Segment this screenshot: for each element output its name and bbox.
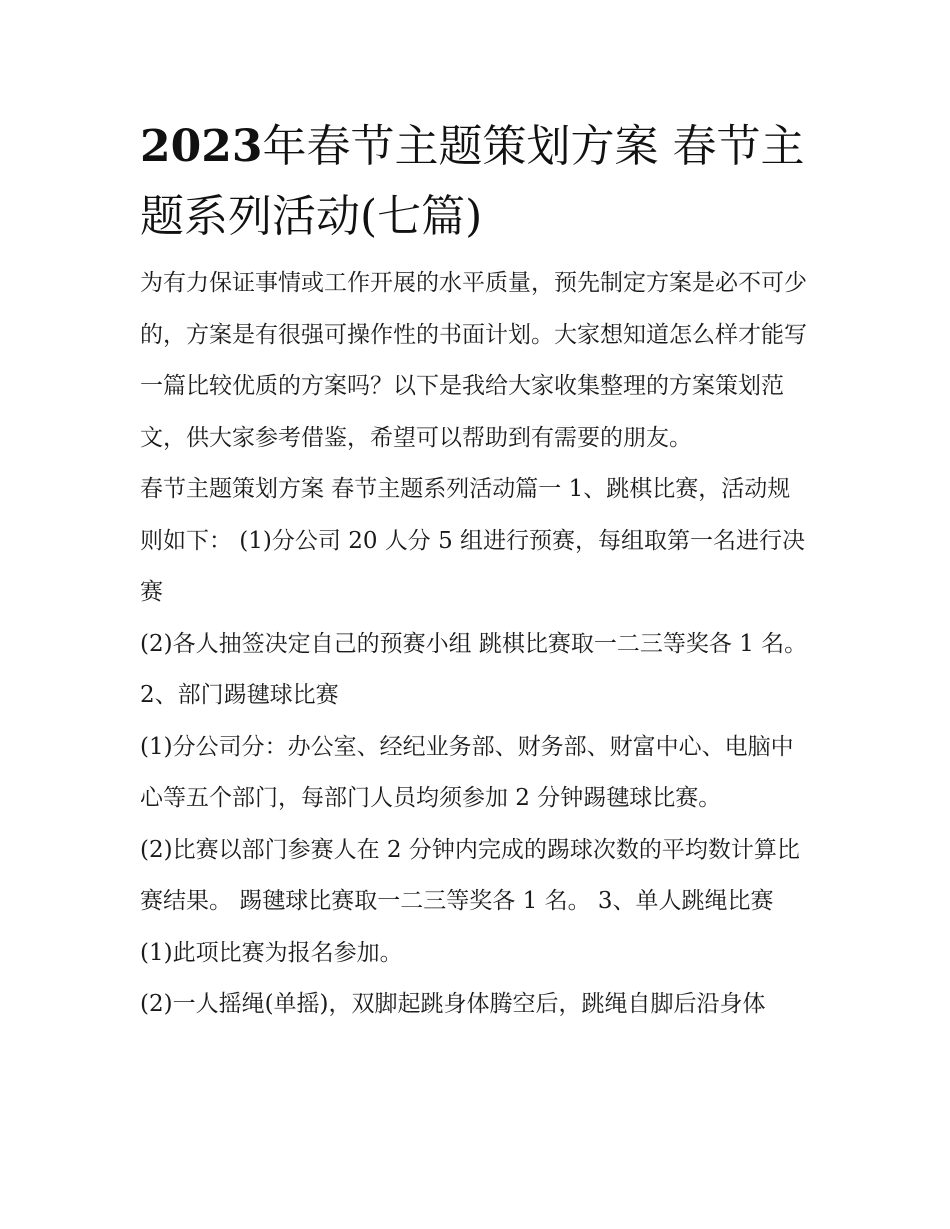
paragraph-3: (1)分公司分：办公室、经纪业务部、财务部、财富中心、电脑中心等五个部门，每部门人员均须参加 2 分钟踢毽球比赛。 (140, 733, 794, 811)
paragraph-2: (2)各人抽签决定自己的预赛小组 跳棋比赛取一二三等奖各 1 名。 2、部门踢毽球比赛 (140, 630, 808, 708)
paragraph-1: 春节主题策划方案 春节主题系列活动篇一 1、跳棋比赛，活动规则如下： (1)分公司 20 人分 5 组进行预赛，每组取第一名进行决赛 (140, 476, 806, 605)
paragraph-4: (2)比赛以部门参赛人在 2 分钟内完成的踢球次数的平均数计算比赛结果。 踢毽球比赛取一二三等奖各 1 名。 3、单人跳绳比赛 (1)此项比赛为报名参加。 (140, 836, 800, 966)
document-body (140, 112, 812, 1031)
title-text: 年春节主题策划方案 春节主题系列活动(七篇) (140, 121, 805, 242)
document-title (140, 112, 812, 252)
title-year: 2023 (140, 121, 263, 172)
paragraph-5: (2)一人摇绳(单摇)，双脚起跳身体腾空后，跳绳自脚后沿身体 (140, 991, 766, 1017)
paragraph-intro: 为有力保证事情或工作开展的水平质量，预先制定方案是必不可少的，方案是有很强可操作性的书面计划。大家想知道怎么样才能写一篇比较优质的方案吗？以下是我给大家收集整理的方案策划范文，供大家参考借鉴，希望可以帮助到有需要的朋友。 (140, 270, 807, 451)
